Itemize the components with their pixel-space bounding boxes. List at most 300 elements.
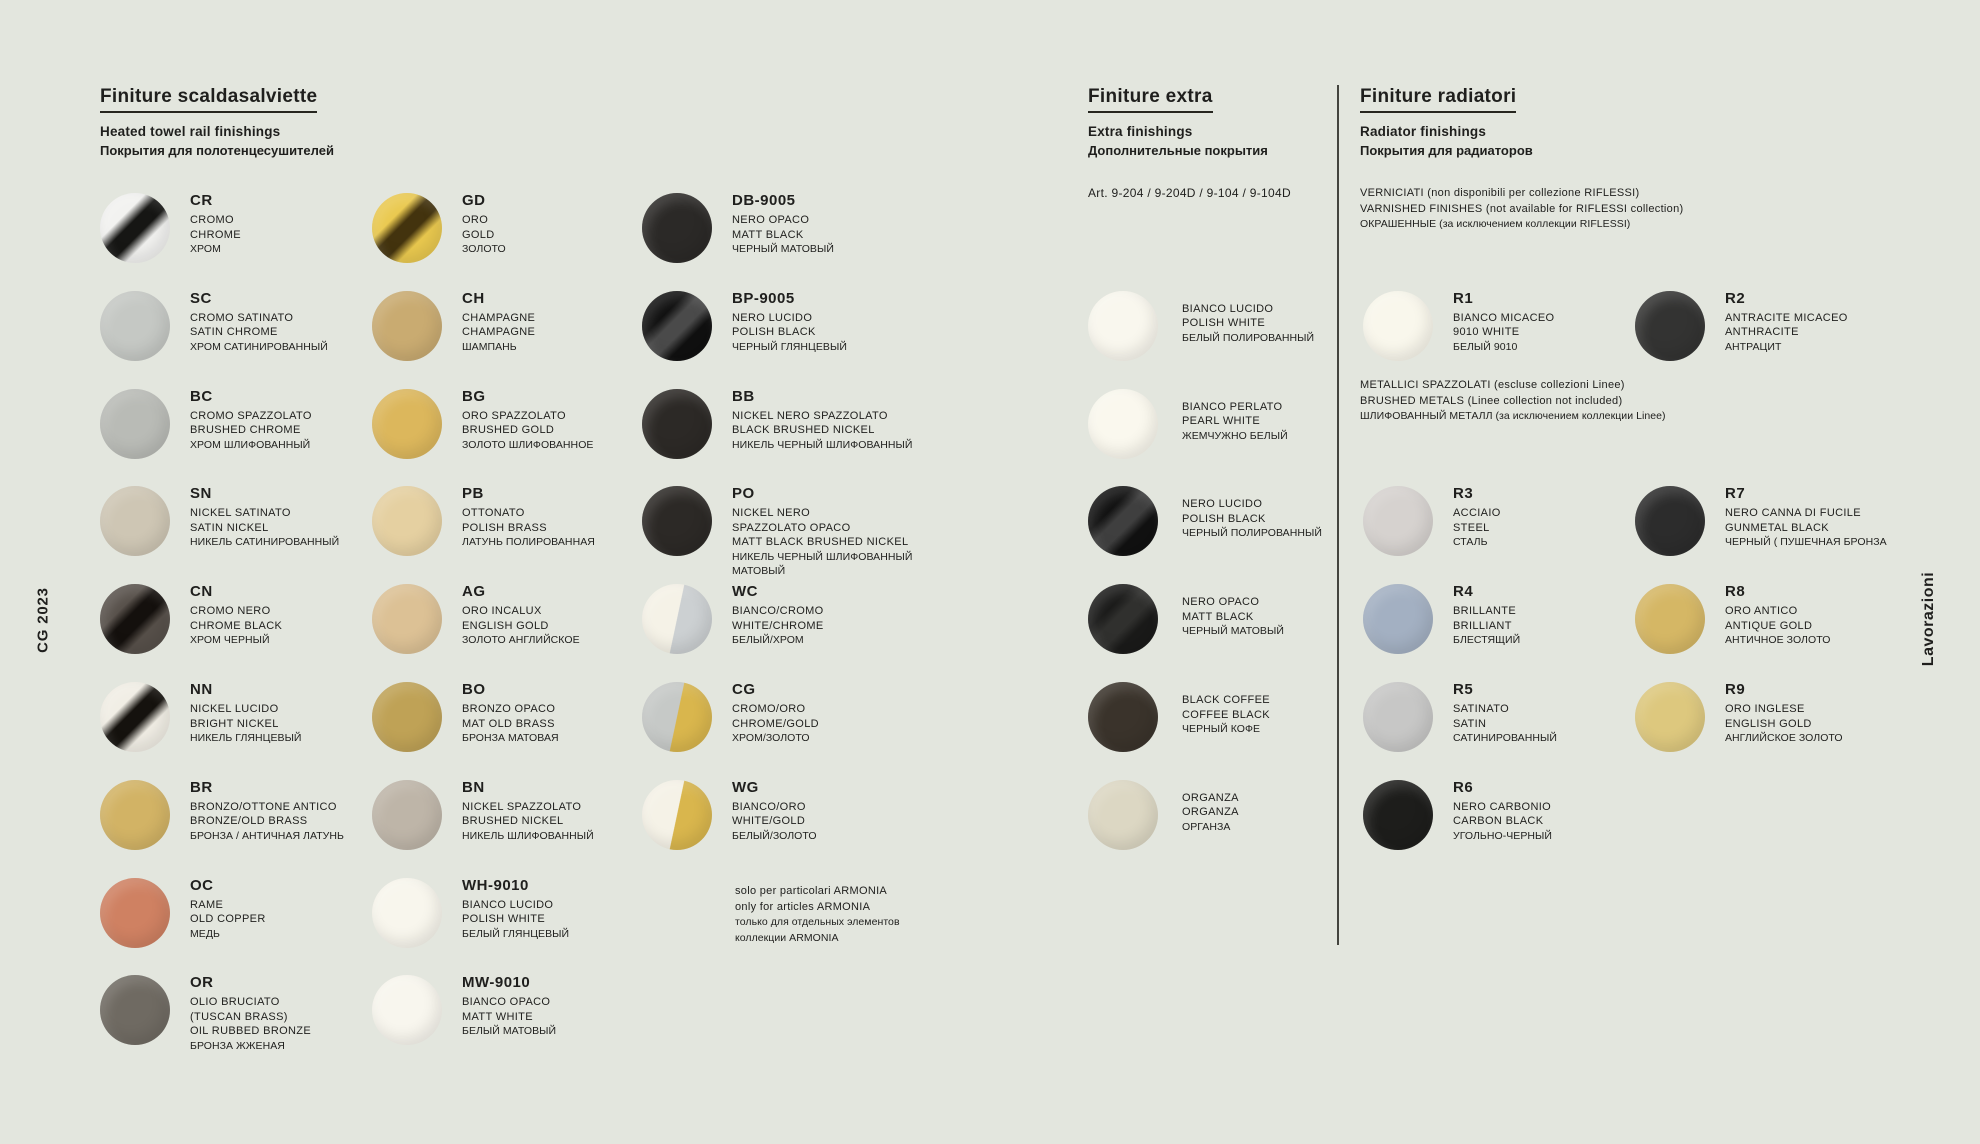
swatch-organza [1088,780,1239,850]
swatch-name-line: MATT BLACK [732,228,804,241]
swatch-code: SC [190,289,212,307]
swatch-black-coffee [1088,682,1270,752]
swatch-circle-r4 [1363,584,1433,654]
swatch-code: BG [462,387,486,405]
swatch-circle-oc [100,878,170,948]
swatch-name-line-ru: БЕЛЫЙ/ХРОМ [732,634,804,647]
swatch-r2 [1635,291,1848,361]
extra-section-subtitle-ru: Дополнительные покрытия [1088,143,1268,158]
swatch-label-gd [462,193,506,257]
varnished-note-line: VERNICIATI (non disponibili per collezione RIFLESSI) [1360,187,1640,199]
swatch-code: R8 [1725,583,1746,601]
swatch-name-line: BRUSHED GOLD [462,424,555,437]
swatch-name-line: BIANCO MICACEO [1453,311,1555,324]
swatch-label-r2 [1725,291,1848,355]
swatch-label-r3 [1453,486,1501,550]
swatch-code: AG [462,583,486,601]
swatch-name-line: MATT WHITE [462,1010,533,1023]
swatch-name-line-ru: СТАЛЬ [1453,536,1488,549]
swatch-name-line-ru: ЧЕРНЫЙ ( ПУШЕЧНАЯ БРОНЗА [1725,536,1887,549]
swatch-name-line: ORO [462,214,489,226]
swatch-circle-wc [642,584,712,654]
swatch-code: BC [190,387,213,405]
swatch-name-line: SATIN [1453,717,1487,730]
swatch-label-bg [462,389,593,453]
swatch-mw-9010 [372,975,556,1045]
swatch-label-bn [462,780,594,844]
swatch-bg [372,389,593,459]
swatch-name-line: POLISH WHITE [1182,317,1266,330]
swatch-po [642,486,912,579]
swatch-code: PO [732,485,755,503]
swatch-circle-bo [372,682,442,752]
swatch-name-line: CARBON BLACK [1453,815,1544,828]
extra-section-title: Finiture extra [1088,86,1213,113]
swatch-label-oc [190,878,266,942]
swatch-circle-r1 [1363,291,1433,361]
towel-section-subtitle-en: Heated towel rail finishings [100,124,281,139]
swatch-name-line: BRONZO OPACO [462,703,556,715]
swatch-code: CG [732,681,756,698]
swatch-circle-r5 [1363,682,1433,752]
swatch-label-nero-opaco [1182,584,1284,639]
swatch-name-line: NICKEL SPAZZOLATO [462,800,582,813]
swatch-code: BO [462,681,486,698]
swatch-circle-bp-9005 [642,291,712,361]
swatch-label-nero-lucido [1182,486,1322,541]
swatch-circle-or [100,975,170,1045]
swatch-circle-r9 [1635,682,1705,752]
swatch-name-line: NERO CARBONIO [1453,800,1552,813]
swatch-r8 [1635,584,1830,654]
swatch-code: BP-9005 [732,289,795,307]
swatch-name-line: BRONZE/OLD BRASS [190,815,308,828]
swatch-gd [372,193,506,263]
swatch-name-line-ru: НИКЕЛЬ ЧЕРНЫЙ ШЛИФОВАННЫЙ [732,550,913,563]
swatch-name-line-ru: БРОНЗА / АНТИЧНАЯ ЛАТУНЬ [190,829,344,842]
swatch-name-line: NERO OPACO [732,214,810,226]
swatch-name-line: MATT BLACK [1182,610,1254,623]
swatch-name-line: POLISH BLACK [732,326,816,339]
swatch-code: OC [190,876,214,894]
swatch-circle-bc [100,389,170,459]
swatch-name-line-ru: АНГЛИЙСКОЕ ЗОЛОТО [1725,732,1843,744]
swatch-circle-nn [100,682,170,752]
swatch-name-line: NICKEL SATINATO [190,507,291,520]
swatch-name-line: BRIGHT NICKEL [190,717,279,730]
extra-section-header [1088,86,1268,160]
swatch-name-line: STEEL [1453,521,1490,534]
swatch-name-line: OTTONATO [462,507,525,520]
swatch-label-r1 [1453,291,1554,355]
swatch-ag [372,584,580,654]
swatch-name-line: WHITE/GOLD [732,815,806,828]
swatch-name-line: MAT OLD BRASS [462,717,555,730]
swatch-name-line-ru: ХРОМ ЧЕРНЫЙ [190,634,270,647]
swatch-label-pb [462,486,595,550]
brushed-metals-note-line: METALLICI SPAZZOLATI (escluse collezioni Linee) [1360,379,1625,391]
swatch-name-line: WHITE/CHROME [732,619,824,632]
armonia-note-line: only for articles ARMONIA [735,900,871,913]
swatch-code: BB [732,387,755,405]
swatch-name-line-ru: ХРОМ/ЗОЛОТО [732,732,810,744]
swatch-name-line-ru: ЧЕРНЫЙ КОФЕ [1182,723,1261,735]
swatch-name-line-ru: ОРГАНЗА [1182,820,1231,833]
swatch-name-line: NERO LUCIDO [732,311,813,324]
swatch-name-line: OIL RUBBED BRONZE [190,1025,312,1038]
swatch-name-line: GUNMETAL BLACK [1725,521,1829,534]
swatch-circle-r6 [1363,780,1433,850]
extra-articles-line: Art. 9-204 / 9-204D / 9-104 / 9-104D [1088,186,1291,200]
swatch-name-line: NICKEL NERO [732,507,811,520]
swatch-name-line-ru: БЕЛЫЙ 9010 [1453,340,1518,353]
swatch-name-line-ru: ХРОМ ШЛИФОВАННЫЙ [190,438,311,451]
swatch-circle-organza [1088,780,1158,850]
swatch-name-line: ENGLISH GOLD [1725,717,1812,730]
swatch-name-line-ru: НИКЕЛЬ ГЛЯНЦЕВЫЙ [190,732,302,744]
swatch-label-cg [732,682,819,746]
swatch-name-line: ORO INCALUX [462,605,542,618]
swatch-bianco-perlato [1088,389,1288,459]
swatch-circle-sc [100,291,170,361]
swatch-name-line-ru: МЕДЬ [190,927,220,940]
swatch-ch [372,291,535,361]
swatch-name-line: CROMO/ORO [732,703,806,715]
varnished-note-line: VARNISHED FINISHES (not available for RIFLESSI collection) [1360,202,1684,215]
swatch-label-wg [732,780,817,844]
swatch-label-r4 [1453,584,1520,648]
swatch-r6 [1363,780,1552,850]
swatch-name-line: RAME [190,898,224,911]
swatch-code: MW-9010 [462,974,531,992]
radiator-section-title: Finiture radiatori [1360,86,1516,113]
radiator-section-subtitle-ru: Покрытия для радиаторов [1360,143,1533,158]
swatch-name-line: NERO OPACO [1182,596,1260,609]
swatch-name-line-ru: ЛАТУНЬ ПОЛИРОВАННАЯ [462,536,595,549]
swatch-name-line-ru: ЗОЛОТО [462,243,506,255]
swatch-name-line: BIANCO OPACO [462,996,551,1009]
swatch-name-line: BIANCO PERLATO [1182,400,1283,413]
swatch-cn [100,584,282,654]
swatch-label-cr [190,193,241,257]
swatch-name-line-ru: ШАМПАНЬ [462,340,517,353]
swatch-circle-r2 [1635,291,1705,361]
swatch-circle-wh-9010 [372,878,442,948]
swatch-label-r6 [1453,780,1552,844]
swatch-br [100,780,344,850]
swatch-label-ch [462,291,535,355]
swatch-name-line-ru: ЧЕРНЫЙ МАТОВЫЙ [1182,625,1284,638]
swatch-code: R4 [1453,583,1474,601]
swatch-name-line: ORO INGLESE [1725,703,1805,715]
armonia-note-line: только для отдельных элементов [735,916,900,928]
swatch-circle-cn [100,584,170,654]
swatch-bo [372,682,559,752]
swatch-name-line-ru: ЗОЛОТО ШЛИФОВАННОЕ [462,438,594,451]
swatch-code: CR [190,192,213,209]
swatch-name-line: NICKEL LUCIDO [190,703,279,715]
swatch-name-line: ACCIAIO [1453,507,1501,520]
swatch-name-line: POLISH BLACK [1182,512,1266,525]
swatch-circle-wg [642,780,712,850]
swatch-name-line: BIANCO LUCIDO [1182,302,1274,315]
swatch-name-line: CHROME [190,228,241,241]
varnished-note-line: ОКРАШЕННЫЕ (за исключением коллекции RIFLESSI) [1360,218,1631,230]
swatch-code: OR [190,974,214,992]
armonia-note-line: solo per particolari ARMONIA [735,885,888,897]
swatch-circle-r8 [1635,584,1705,654]
swatch-r3 [1363,486,1501,556]
varnished-note [1360,186,1683,233]
swatch-name-line-ru: ХРОМ [190,243,221,255]
swatch-name-line: ORGANZA [1182,791,1239,804]
swatch-name-line-ru: БРОНЗА МАТОВАЯ [462,732,559,744]
swatch-circle-cr [100,193,170,263]
swatch-name-line: BRONZO/OTTONE ANTICO [190,800,337,813]
swatch-circle-bb [642,389,712,459]
swatch-bianco-lucido [1088,291,1314,361]
swatch-label-po [732,486,912,579]
swatch-code: BR [190,778,213,796]
swatch-name-line: BRILLIANT [1453,619,1512,632]
swatch-r7 [1635,486,1887,556]
swatch-circle-db-9005 [642,193,712,263]
swatch-label-organza [1182,780,1239,835]
swatch-name-line-ru: САТИНИРОВАННЫЙ [1453,732,1557,744]
swatch-circle-bianco-lucido [1088,291,1158,361]
towel-section-title: Finiture scaldasalviette [100,86,317,113]
swatch-circle-ch [372,291,442,361]
swatch-name-line-ru: АНТИЧНОЕ ЗОЛОТО [1725,634,1831,647]
swatch-or [100,975,311,1053]
swatch-circle-nero-lucido [1088,486,1158,556]
swatch-cg [642,682,819,752]
swatch-nn [100,682,302,752]
swatch-name-line: (TUSCAN BRASS) [190,1010,288,1023]
swatch-bb [642,389,912,459]
swatch-label-wc [732,584,824,648]
swatch-bc [100,389,312,459]
swatch-name-line: ORO SPAZZOLATO [462,409,566,422]
swatch-label-db-9005 [732,193,834,257]
swatch-name-line: POLISH BRASS [462,521,547,534]
side-label-lavorazioni: Lavorazioni [1920,571,1937,667]
swatch-label-wh-9010 [462,878,569,942]
swatch-db-9005 [642,193,834,263]
swatch-nero-lucido [1088,486,1322,556]
extra-section-subtitle-en: Extra finishings [1088,124,1193,139]
swatch-bp-9005 [642,291,847,361]
swatch-circle-nero-opaco [1088,584,1158,654]
swatch-circle-cg [642,682,712,752]
swatch-name-line-ru: БЕЛЫЙ/ЗОЛОТО [732,829,817,842]
brushed-metals-note-line: ШЛИФОВАННЫЙ МЕТАЛЛ (за исключением коллекции Linee) [1360,410,1666,422]
swatch-label-bp-9005 [732,291,847,355]
swatch-name-line: CROMO NERO [190,605,271,618]
swatch-name-line-ru: БЛЕСТЯЩИЙ [1453,634,1521,647]
swatch-name-line-ru: ХРОМ САТИНИРОВАННЫЙ [190,340,328,353]
swatch-name-line: BIANCO/ORO [732,800,806,813]
swatch-name-line: CHAMPAGNE [462,326,536,339]
swatch-code: CH [462,289,485,307]
swatch-circle-r3 [1363,486,1433,556]
swatch-name-line-ru: ЧЕРНЫЙ ПОЛИРОВАННЫЙ [1182,527,1322,540]
swatch-r4 [1363,584,1520,654]
armonia-note [735,884,900,946]
swatch-code: DB-9005 [732,192,796,209]
swatch-code: CN [190,583,213,601]
side-label-cg-2023: CG 2023 [34,587,52,653]
swatch-label-ag [462,584,580,648]
radiator-section-subtitle-en: Radiator finishings [1360,124,1487,139]
swatch-label-black-coffee [1182,682,1270,737]
swatch-name-line: ORO ANTICO [1725,605,1798,618]
swatch-label-or [190,975,311,1053]
swatch-code: R1 [1453,289,1474,307]
swatch-label-br [190,780,344,844]
swatch-name-line-ru: БРОНЗА ЖЖЕНАЯ [190,1039,285,1052]
swatch-code: WH-9010 [462,876,529,894]
swatch-label-bc [190,389,312,453]
swatch-name-line: PEARL WHITE [1182,415,1261,428]
swatch-wh-9010 [372,878,569,948]
swatch-circle-r7 [1635,486,1705,556]
swatch-circle-sn [100,486,170,556]
swatch-bn [372,780,594,850]
swatch-name-line: GOLD [462,228,495,241]
swatch-circle-ag [372,584,442,654]
swatch-name-line-ru: ЧЕРНЫЙ ГЛЯНЦЕВЫЙ [732,340,847,353]
swatch-code: PB [462,485,484,503]
swatch-code: WC [732,583,758,601]
swatch-code: GD [462,192,486,209]
swatch-name-line: MATT BLACK BRUSHED NICKEL [732,536,909,549]
swatch-name-line: ORGANZA [1182,806,1239,819]
swatch-wg [642,780,817,850]
swatch-name-line: CHROME/GOLD [732,717,819,730]
swatch-label-r5 [1453,682,1557,746]
swatch-name-line: ENGLISH GOLD [462,619,549,632]
swatch-name-line: ANTIQUE GOLD [1725,619,1813,632]
swatch-name-line: BIANCO/CROMO [732,605,824,618]
swatch-name-line: BRUSHED NICKEL [462,815,564,828]
swatch-code: WG [732,778,759,796]
brushed-metals-note [1360,378,1666,425]
swatch-label-sn [190,486,339,550]
swatch-label-bianco-perlato [1182,389,1288,444]
section-divider [1337,85,1339,945]
swatch-name-line: SATIN NICKEL [190,521,269,534]
swatch-name-line: BLACK BRUSHED NICKEL [732,424,875,437]
swatch-name-line: NERO LUCIDO [1182,498,1263,511]
swatch-sn [100,486,339,556]
swatch-label-sc [190,291,328,355]
swatch-name-line: ANTRACITE MICACEO [1725,311,1848,324]
swatch-name-line: OLIO BRUCIATO [190,996,280,1009]
swatch-name-line-ru: БЕЛЫЙ МАТОВЫЙ [462,1025,557,1038]
swatch-name-line-ru: МАТОВЫЙ [732,565,786,578]
armonia-note-line: коллекции ARMONIA [735,931,839,944]
swatch-label-r9 [1725,682,1843,746]
swatch-circle-br [100,780,170,850]
swatch-name-line-ru: НИКЕЛЬ ШЛИФОВАННЫЙ [462,829,594,842]
swatch-name-line-ru: ЗОЛОТО АНГЛИЙСКОЕ [462,634,580,647]
towel-section-header [100,86,334,160]
swatch-name-line: SATINATO [1453,703,1509,715]
swatch-circle-mw-9010 [372,975,442,1045]
swatch-circle-bg [372,389,442,459]
swatch-code: R9 [1725,681,1746,698]
swatch-circle-gd [372,193,442,263]
swatch-code: BN [462,778,485,796]
swatch-circle-black-coffee [1088,682,1158,752]
swatch-nero-opaco [1088,584,1284,654]
swatch-code: SN [190,485,212,503]
swatch-label-cn [190,584,282,648]
swatch-name-line: CROMO SPAZZOLATO [190,409,312,422]
swatch-r5 [1363,682,1557,752]
swatch-name-line-ru: НИКЕЛЬ САТИНИРОВАННЫЙ [190,536,340,549]
swatch-cr [100,193,241,263]
swatch-r1 [1363,291,1554,361]
swatch-name-line-ru: АНТРАЦИТ [1725,340,1782,353]
swatch-label-r7 [1725,486,1887,550]
swatch-code: NN [190,681,213,698]
swatch-name-line-ru: НИКЕЛЬ ЧЕРНЫЙ ШЛИФОВАННЫЙ [732,438,913,451]
swatch-circle-bn [372,780,442,850]
swatch-name-line-ru: БЕЛЫЙ ПОЛИРОВАННЫЙ [1182,331,1315,344]
swatch-name-line: COFFEE BLACK [1182,708,1270,721]
swatch-name-line: NICKEL NERO SPAZZOLATO [732,409,888,422]
swatch-name-line-ru: УГОЛЬНО-ЧЕРНЫЙ [1453,829,1552,842]
swatch-name-line: CROMO SATINATO [190,311,294,324]
swatch-label-bb [732,389,912,453]
swatch-name-line: BLACK COFFEE [1182,694,1270,706]
swatch-oc [100,878,266,948]
swatch-name-line: POLISH WHITE [462,913,546,926]
swatch-name-line: CHROME BLACK [190,619,283,632]
swatch-sc [100,291,328,361]
swatch-r9 [1635,682,1843,752]
swatch-circle-bianco-perlato [1088,389,1158,459]
swatch-circle-po [642,486,712,556]
swatch-code: R5 [1453,681,1474,698]
swatch-circle-pb [372,486,442,556]
swatch-wc [642,584,824,654]
swatch-name-line: ANTHRACITE [1725,326,1799,339]
swatch-name-line: BRUSHED CHROME [190,424,301,437]
swatch-code: R3 [1453,485,1474,503]
radiator-section-header [1360,86,1533,160]
swatch-name-line: BRILLANTE [1453,605,1517,618]
swatch-name-line: 9010 WHITE [1453,326,1520,339]
brushed-metals-note-line: BRUSHED METALS (Linee collection not included) [1360,394,1623,407]
swatch-label-bo [462,682,559,746]
swatch-name-line: SATIN CHROME [190,326,278,339]
swatch-label-nn [190,682,302,746]
swatch-code: R2 [1725,289,1746,307]
swatch-name-line: CHAMPAGNE [462,311,536,324]
swatch-label-mw-9010 [462,975,556,1039]
swatch-code: R6 [1453,778,1474,796]
swatch-name-line-ru: БЕЛЫЙ ГЛЯНЦЕВЫЙ [462,927,570,940]
swatch-name-line-ru: ЖЕМЧУЖНО БЕЛЫЙ [1182,429,1288,442]
towel-section-subtitle-ru: Покрытия для полотенцесушителей [100,143,334,158]
swatch-pb [372,486,595,556]
swatch-name-line: SPAZZOLATO OPACO [732,521,851,534]
swatch-code: R7 [1725,485,1746,503]
swatch-name-line: OLD COPPER [190,913,266,926]
